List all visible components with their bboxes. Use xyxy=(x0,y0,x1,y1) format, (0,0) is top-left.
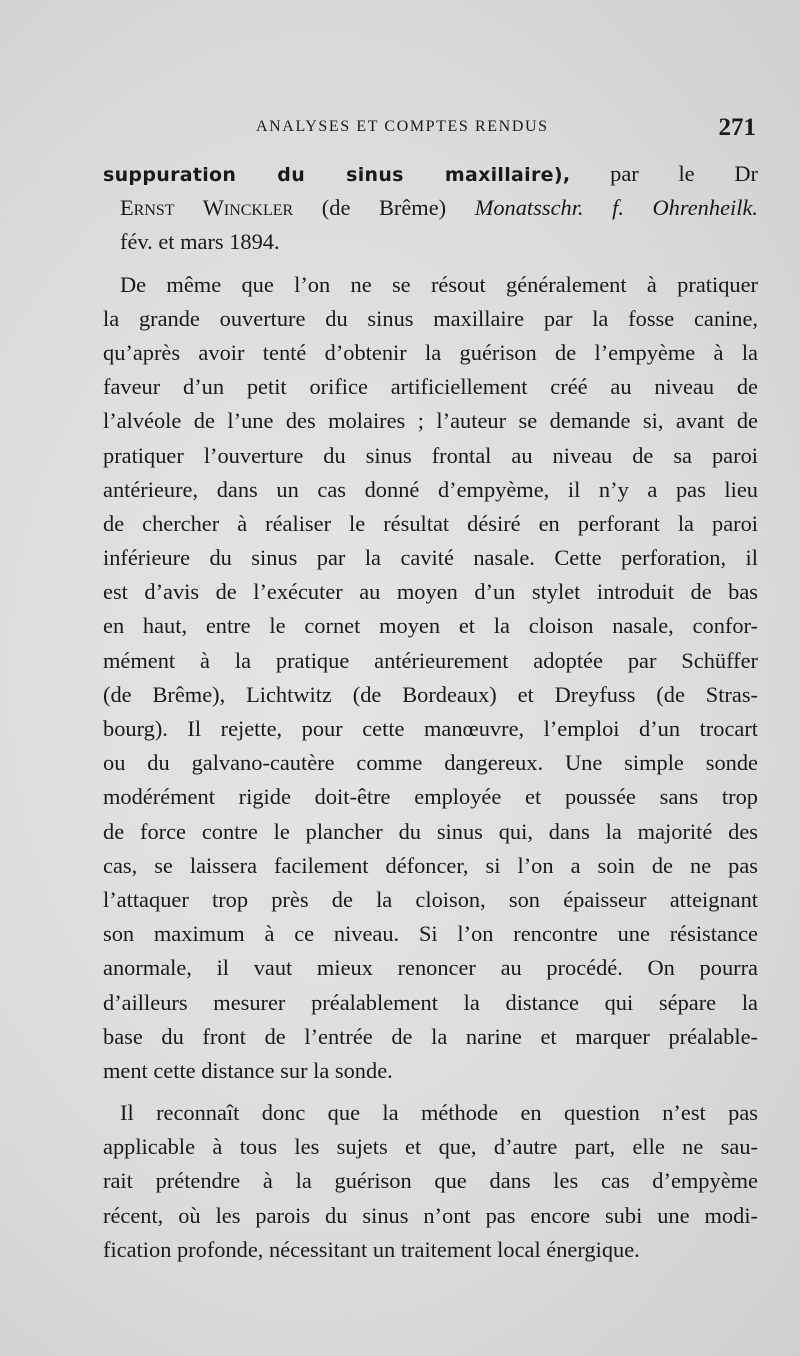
page-number: 271 xyxy=(718,114,756,141)
text-line: qu’après avoir tenté d’obtenir la guérison de l’empyème à la xyxy=(103,339,758,365)
citation-journal: Monatsschr. f. Ohrenheilk. xyxy=(474,195,758,221)
text-line: ment cette distance sur la sonde. xyxy=(103,1057,393,1083)
paragraph-2 xyxy=(103,1096,758,1267)
text-line: bourg). Il rejette, pour cette manœuvre, l’emploi d’un trocart xyxy=(103,716,758,741)
text-line: fication profonde, nécessitant un traitement local énergique. xyxy=(103,1236,640,1262)
citation-date: fév. et mars 1894. xyxy=(120,229,280,255)
text-line: mément à la pratique antérieurement adoptée par Schüffer xyxy=(103,647,758,673)
text-line: l’attaquer trop près de la cloison, son épaisseur atteignant xyxy=(103,886,758,912)
text-line: base du front de l’entrée de la narine et marquer préalable- xyxy=(103,1023,758,1049)
citation-author: Ernst Winckler xyxy=(120,195,294,221)
text-line: De même que l’on ne se résout généralement à pratiquer xyxy=(120,271,758,297)
citation-line-2 xyxy=(103,191,758,225)
citation-place: (de Brême) xyxy=(321,195,447,221)
article-text xyxy=(103,157,758,1267)
paragraph-gap xyxy=(103,260,758,268)
text-line: en haut, entre le cornet moyen et la cloison nasale, confor- xyxy=(103,613,758,639)
text-line: antérieure, dans un cas donné d’empyème, il n’y a pas lieu xyxy=(103,476,758,502)
running-head xyxy=(256,114,756,148)
text-line: pratiquer l’ouverture du sinus frontal au niveau de sa paroi xyxy=(103,442,758,468)
paragraph-1 xyxy=(103,268,758,1089)
text-line: faveur d’un petit orifice artificiellement créé au niveau de xyxy=(103,374,758,400)
text-line: modérément rigide doit-être employée et poussée sans trop xyxy=(103,784,758,810)
text-line: anormale, il vaut mieux renoncer au procédé. On pourra xyxy=(103,955,758,981)
text-line: est d’avis de l’exécuter au moyen d’un stylet introduit de bas xyxy=(103,579,758,605)
text-line: Il reconnaît donc que la méthode en question n’est pas xyxy=(120,1100,758,1126)
running-title: ANALYSES ET COMPTES RENDUS xyxy=(256,118,549,135)
text-line: applicable à tous les sujets et que, d’autre part, elle ne sau- xyxy=(103,1134,758,1160)
text-line: récent, où les parois du sinus n’ont pas encore subi une modi- xyxy=(103,1202,758,1228)
text-line: ou du galvano-cautère comme dangereux. Une simple sonde xyxy=(103,750,758,776)
text-line: son maximum à ce niveau. Si l’on rencontre une résistance xyxy=(103,921,758,947)
text-line: (de Brême), Lichtwitz (de Bordeaux) et Dreyfuss (de Stras- xyxy=(103,681,758,707)
paragraph-gap xyxy=(103,1088,758,1096)
text-line: de chercher à réaliser le résultat désiré en perforant la paroi xyxy=(103,510,758,536)
text-line: inférieure du sinus par la cavité nasale. Cette perforation, il xyxy=(103,545,758,571)
text-line: rait prétendre à la guérison que dans les cas d’empyème xyxy=(103,1168,758,1194)
citation-author-prefix: par le Dr xyxy=(610,161,759,186)
text-line: d’ailleurs mesurer préalablement la distance qui sépare la xyxy=(103,989,758,1015)
text-line: la grande ouverture du sinus maxillaire par la fosse canine, xyxy=(103,305,758,331)
citation-line-1 xyxy=(103,157,758,191)
text-line: cas, se laissera facilement défoncer, si l’on a soin de ne pas xyxy=(103,852,758,878)
citation-title-bold: suppuration du sinus maxillaire), xyxy=(103,164,571,186)
citation-line-3 xyxy=(103,225,758,259)
text-line: de force contre le plancher du sinus qui, dans la majorité des xyxy=(103,818,758,844)
text-line: l’alvéole de l’une des molaires ; l’auteur se demande si, avant de xyxy=(103,408,758,434)
